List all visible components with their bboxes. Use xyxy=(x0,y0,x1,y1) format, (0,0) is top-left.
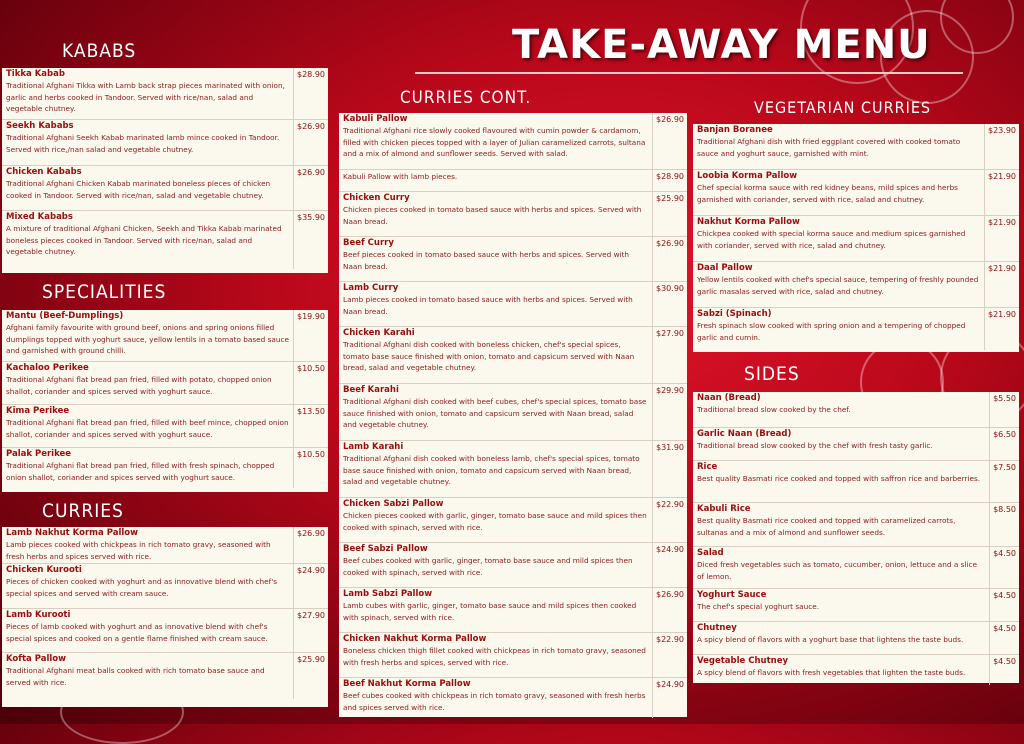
menu-item-description: Best quality Basmati rice cooked and topped with saffron rice and barberries. xyxy=(697,474,981,483)
menu-item-price: $4.50 xyxy=(989,547,1019,588)
menu-item-price: $31.90 xyxy=(652,441,687,497)
menu-item-text xyxy=(693,428,989,460)
menu-item-description: Best quality Basmati rice cooked and topped with caramelized carrots, sultanas and a mix of almond and sunflower seeds. xyxy=(697,516,956,537)
menu-item-text xyxy=(339,633,652,677)
menu-item-text xyxy=(693,589,989,621)
menu-item-text xyxy=(693,461,989,502)
menu-item xyxy=(339,192,687,237)
menu-item-description: Lamb cubes with garlic, ginger, tomato base sauce and mild spices then cooked with spinach, served with rice. xyxy=(343,601,637,622)
menu-item-text xyxy=(339,678,652,718)
menu-item-description: Pieces of chicken cooked with yoghurt and as innovative blend with chef's special spices and served with cream sauce. xyxy=(6,577,278,598)
menu-item-text xyxy=(2,448,293,488)
menu-item-description: Diced fresh vegetables such as tomato, cucumber, onion, lettuce and a slice of lemon. xyxy=(697,560,977,581)
menu-item-description: Traditional Afghani dish cooked with boneless lamb, chef's special spices, tomato base sauce finished with onion, tomato and capsicum served with Naan bread, salad and vegetable chutney. xyxy=(343,454,640,486)
menu-item xyxy=(693,589,1019,622)
menu-item-name: Beef Nakhut Korma Pallow xyxy=(343,679,471,689)
menu-item xyxy=(693,622,1019,655)
menu-item-name: Salad xyxy=(697,548,724,558)
menu-item xyxy=(693,262,1019,308)
menu-item-price: $24.90 xyxy=(293,564,328,608)
menu-item-description: Pieces of lamb cooked with yoghurt and as innovative blend with chef's special spices and cooked on a gentle flame finished with cream sauce. xyxy=(6,622,268,643)
menu-item xyxy=(693,170,1019,216)
menu-item-description: A mixture of traditional Afghani Chicken, Seekh and Tikka Kabab marinated boneless pieces cooked in Tandoor. Served with rice/nan, salad and vegetable chutney. xyxy=(6,224,282,256)
menu-item-text xyxy=(2,405,293,447)
menu-item-price: $19.90 xyxy=(293,310,328,361)
menu-item-text xyxy=(2,310,293,361)
menu-item-price: $26.90 xyxy=(293,120,328,165)
menu-item xyxy=(339,237,687,282)
menu-item-description: Chicken pieces cooked with garlic, ginger, tomato base sauce and mild spices then cooked with spinach, served with rice. xyxy=(343,511,647,532)
sides-panel xyxy=(693,392,1019,683)
menu-item-price: $22.90 xyxy=(652,498,687,542)
menu-item-text xyxy=(339,441,652,497)
menu-item-text xyxy=(339,192,652,236)
menu-item xyxy=(2,362,328,405)
menu-item-description: Traditional Afghani dish cooked with beef cubes, chef's special spices, tomato base sauce finished with onion, tomato and capsicum served with Naan bread, salad and vegetable chutney. xyxy=(343,397,647,429)
menu-item-text xyxy=(693,547,989,588)
menu-item xyxy=(2,405,328,448)
menu-item-text xyxy=(693,170,984,215)
specialities-panel xyxy=(2,310,328,492)
menu-item xyxy=(2,564,328,609)
menu-item-description: A spicy blend of flavors with fresh vegetables that lighten the taste buds. xyxy=(697,668,966,677)
menu-item xyxy=(693,216,1019,262)
menu-item-description: Lamb pieces cooked with chickpeas in rich tomato gravy, seasoned with fresh herbs and spices served with rice. xyxy=(6,540,271,561)
menu-item xyxy=(2,166,328,211)
menu-item-description: Yellow lentils cooked with chef's special sauce, tempering of freshly pounded garlic masalas served with rice, salad and chutney. xyxy=(697,275,979,296)
menu-item-description: Traditional Afghani flat bread pan fried, filled with fresh spinach, chopped onion shallot, coriander and spices served with yoghurt sauce. xyxy=(6,461,275,482)
menu-item-text xyxy=(2,68,293,119)
menu-item-name: Chutney xyxy=(697,623,737,633)
menu-item xyxy=(339,678,687,718)
menu-item-name: Beef Curry xyxy=(343,238,394,248)
menu-item-price: $23.90 xyxy=(984,124,1019,169)
menu-item-text xyxy=(2,653,293,699)
menu-item-name: Vegetable Chutney xyxy=(697,656,789,666)
curries-panel xyxy=(2,527,328,707)
menu-item-price: $25.90 xyxy=(652,192,687,236)
menu-item-description: The chef's special yoghurt sauce. xyxy=(697,602,820,611)
menu-item-price: $25.90 xyxy=(293,653,328,699)
menu-item-text xyxy=(339,113,652,169)
menu-item-name: Lamb Karahi xyxy=(343,442,404,452)
vegetarian-curries-panel xyxy=(693,124,1019,352)
menu-item-text xyxy=(693,216,984,261)
menu-item-name: Sabzi (Spinach) xyxy=(697,309,772,319)
menu-item-name: Daal Pallow xyxy=(697,263,753,273)
menu-item-description: Beef cubes cooked with garlic, ginger, tomato base sauce and mild spices then cooked with spinach, served with rice. xyxy=(343,556,633,577)
menu-item xyxy=(339,441,687,498)
menu-item-description: Boneless chicken thigh fillet cooked with chickpeas in rich tomato gravy, seasoned with fresh herbs and spices, served with rice. xyxy=(343,646,646,667)
menu-item xyxy=(693,503,1019,547)
menu-item-description: Lamb pieces cooked in tomato based sauce with herbs and spices. Served with Naan bread. xyxy=(343,295,633,316)
menu-item-name: Chicken Karahi xyxy=(343,328,415,338)
menu-item-text xyxy=(693,655,989,685)
menu-item-description: Traditional Afghani Chicken Kabab marinated boneless pieces of chicken cooked in Tandoor. Served with rice/nan, salad and vegetable chutney. xyxy=(6,179,271,200)
menu-item xyxy=(339,327,687,384)
menu-item xyxy=(693,461,1019,503)
menu-item-price: $4.50 xyxy=(989,655,1019,685)
menu-item-text xyxy=(2,120,293,165)
curries-cont-panel xyxy=(339,113,687,717)
section-title-specialities: SPECIALITIES xyxy=(42,281,167,303)
menu-item-name: Seekh Kababs xyxy=(6,121,74,131)
menu-item xyxy=(2,68,328,120)
menu-item xyxy=(339,543,687,588)
menu-item-price: $28.90 xyxy=(652,170,687,191)
menu-item-price: $26.90 xyxy=(293,527,328,563)
menu-item xyxy=(339,113,687,170)
menu-item-name: Yoghurt Sauce xyxy=(697,590,767,600)
menu-item xyxy=(2,211,328,269)
menu-item-text xyxy=(339,327,652,383)
menu-item-description: A spicy blend of flavors with a yoghurt base that lightens the taste buds. xyxy=(697,635,964,644)
menu-item-text xyxy=(2,362,293,404)
menu-item-name: Kabuli Pallow xyxy=(343,114,408,124)
menu-item-price: $21.90 xyxy=(984,262,1019,307)
menu-item-description: Traditional Afghani meat balls cooked with rich tomato base sauce and served with rice. xyxy=(6,666,265,687)
menu-item xyxy=(693,428,1019,461)
menu-item-price: $22.90 xyxy=(652,633,687,677)
section-title-sides: SIDES xyxy=(744,363,800,385)
menu-item-description: Traditional Afghani Tikka with Lamb back strap pieces marinated with onion, garlic and herbs cooked in Tandoor. Served with rice/nan, salad and vegetable chutney. xyxy=(6,81,285,113)
menu-item-price: $6.50 xyxy=(989,428,1019,460)
menu-item-text xyxy=(339,543,652,587)
menu-item-description: Traditional bread slow cooked by the chef. xyxy=(697,405,851,414)
menu-item-price: $30.90 xyxy=(652,282,687,326)
menu-item-name: Chicken Nakhut Korma Pallow xyxy=(343,634,487,644)
menu-item-description: Chef special korma sauce with red kidney beans, mild spices and herbs garnished with coriander, served with rice, salad and chutney. xyxy=(697,183,958,204)
menu-item xyxy=(693,655,1019,685)
menu-item xyxy=(2,609,328,653)
menu-item-text xyxy=(339,237,652,281)
menu-item-name: Mixed Kababs xyxy=(6,212,73,222)
menu-item-text xyxy=(2,564,293,608)
menu-item-name: Banjan Boranee xyxy=(697,125,773,135)
menu-item-text xyxy=(693,503,989,546)
menu-item-name: Palak Perikee xyxy=(6,449,72,459)
menu-item-price: $21.90 xyxy=(984,216,1019,261)
menu-item-description: Kabuli Pallow with lamb pieces. xyxy=(343,172,458,181)
menu-item-name: Lamb Kurooti xyxy=(6,610,71,620)
menu-item xyxy=(339,498,687,543)
menu-item-price: $10.50 xyxy=(293,362,328,404)
menu-item-description: Beef cubes cooked with chickpeas in rich tomato gravy, seasoned with fresh herbs and spices served with rice. xyxy=(343,691,646,712)
menu-item-description: Chickpea cooked with special korma sauce and medium spices garnished with coriander, served with rice, salad and chutney. xyxy=(697,229,966,250)
menu-item-name: Mantu (Beef-Dumplings) xyxy=(6,311,124,321)
menu-item xyxy=(339,588,687,633)
menu-item-name: Lamb Curry xyxy=(343,283,399,293)
title-divider xyxy=(415,72,963,74)
menu-item-price: $26.90 xyxy=(652,588,687,632)
menu-item-text xyxy=(339,498,652,542)
menu-item-name: Beef Karahi xyxy=(343,385,399,395)
menu-item-text xyxy=(693,392,989,427)
menu-item-text xyxy=(2,527,293,563)
menu-item-price: $21.90 xyxy=(984,308,1019,350)
menu-item-description: Traditional Afghani dish cooked with boneless chicken, chef's special spices, tomato base sauce finished with onion, tomato and capsicum served with Naan bread, salad and vegetable chutney. xyxy=(343,340,635,372)
section-title-curries: CURRIES xyxy=(42,500,124,522)
menu-item xyxy=(2,448,328,488)
menu-item-description: Traditional Afghani dish with fried eggplant covered with cooked tomato sauce and yoghurt sauce, garnished with mint. xyxy=(697,137,961,158)
menu-item-name: Rice xyxy=(697,462,718,472)
section-title-curries-cont: CURRIES CONT. xyxy=(400,88,532,108)
menu-item-price: $35.90 xyxy=(293,211,328,269)
section-title-vegetarian-curries: VEGETARIAN CURRIES xyxy=(754,98,932,117)
menu-item-description: Traditional Afghani flat bread pan fried, filled with beef mince, chopped onion shallot, coriander and spices served with yoghurt sauce. xyxy=(6,418,289,439)
menu-item-text xyxy=(693,124,984,169)
menu-item xyxy=(339,633,687,678)
menu-item xyxy=(2,653,328,699)
menu-item-text xyxy=(339,170,652,191)
menu-item-price: $28.90 xyxy=(293,68,328,119)
menu-item-description: Beef pieces cooked in tomato based sauce with herbs and spices. Served with Naan bread. xyxy=(343,250,630,271)
menu-item-text xyxy=(693,262,984,307)
menu-item xyxy=(339,384,687,441)
menu-item-text xyxy=(339,588,652,632)
menu-item-price: $26.90 xyxy=(652,113,687,169)
menu-item-name: Naan (Bread) xyxy=(697,393,761,403)
menu-item-name: Garlic Naan (Bread) xyxy=(697,429,792,439)
menu-item-text xyxy=(693,308,984,350)
menu-item-name: Lamb Nakhut Korma Pallow xyxy=(6,528,138,538)
menu-item-name: Tikka Kabab xyxy=(6,69,65,79)
menu-item-name: Nakhut Korma Pallow xyxy=(697,217,800,227)
menu-item-price: $4.50 xyxy=(989,622,1019,654)
menu-item-price: $26.90 xyxy=(652,237,687,281)
menu-item-name: Kachaloo Perikee xyxy=(6,363,89,373)
menu-item-text xyxy=(2,166,293,210)
menu-item-price: $10.50 xyxy=(293,448,328,488)
menu-item xyxy=(2,527,328,564)
menu-item-name: Kima Perikee xyxy=(6,406,70,416)
menu-item xyxy=(339,170,687,192)
menu-item-description: Fresh spinach slow cooked with spring onion and a tempering of chopped garlic and cumin. xyxy=(697,321,966,342)
menu-item-price: $21.90 xyxy=(984,170,1019,215)
menu-item-price: $4.50 xyxy=(989,589,1019,621)
menu-item-description: Traditional Afghani flat bread pan fried, filled with potato, chopped onion shallot, coriander and spices served with yoghurt sauce. xyxy=(6,375,272,396)
menu-item xyxy=(2,120,328,166)
kababs-panel xyxy=(2,68,328,273)
menu-item-description: Chicken pieces cooked in tomato based sauce with herbs and spices. Served with Naan bread. xyxy=(343,205,642,226)
menu-item-description: Traditional Afghani rice slowly cooked flavoured with cumin powder & cardamom, filled with chicken pieces topped with a layer of Julian caramelized carrots, sultana and a mix of almond and sunflower seeds. Served with salad. xyxy=(343,126,646,158)
menu-item-name: Chicken Kurooti xyxy=(6,565,82,575)
menu-item-text xyxy=(2,609,293,652)
menu-item-price: $13.50 xyxy=(293,405,328,447)
menu-item-description: Afghani family favourite with ground beef, onions and spring onions filled dumplings topped with yoghurt sauce, yellow lentils in a tomato based sauce and garnished with ground chilli. xyxy=(6,323,289,355)
menu-item xyxy=(339,282,687,327)
menu-item xyxy=(693,392,1019,428)
menu-item-name: Loobia Korma Pallow xyxy=(697,171,798,181)
menu-item-name: Kofta Pallow xyxy=(6,654,66,664)
menu-item-name: Kabuli Rice xyxy=(697,504,751,514)
menu-item-price: $29.90 xyxy=(652,384,687,440)
menu-item-text xyxy=(339,384,652,440)
menu-title: TAKE-AWAY MENU xyxy=(512,22,931,68)
menu-item-price: $8.50 xyxy=(989,503,1019,546)
menu-item-text xyxy=(339,282,652,326)
menu-item-name: Chicken Kababs xyxy=(6,167,82,177)
menu-item-description: Traditional bread slow cooked by the chef with fresh tasty garlic. xyxy=(697,441,933,450)
menu-item-description: Traditional Afghani Seekh Kabab marinated lamb mince cooked in Tandoor. Served with rice,/nan salad and vegetable chutney. xyxy=(6,133,280,154)
menu-item-text xyxy=(2,211,293,269)
section-title-kababs: KABABS xyxy=(62,40,137,62)
menu-item xyxy=(693,308,1019,350)
menu-item xyxy=(693,547,1019,589)
menu-item-price: $27.90 xyxy=(293,609,328,652)
menu-item-name: Lamb Sabzi Pallow xyxy=(343,589,433,599)
menu-item-price: $5.50 xyxy=(989,392,1019,427)
menu-item xyxy=(2,310,328,362)
menu-item-name: Chicken Sabzi Pallow xyxy=(343,499,444,509)
menu-item-name: Chicken Curry xyxy=(343,193,410,203)
menu-item-price: $24.90 xyxy=(652,678,687,718)
menu-item-price: $26.90 xyxy=(293,166,328,210)
menu-item-text xyxy=(693,622,989,654)
menu-item-price: $27.90 xyxy=(652,327,687,383)
menu-item xyxy=(693,124,1019,170)
menu-item-price: $24.90 xyxy=(652,543,687,587)
menu-item-price: $7.50 xyxy=(989,461,1019,502)
menu-item-name: Beef Sabzi Pallow xyxy=(343,544,428,554)
